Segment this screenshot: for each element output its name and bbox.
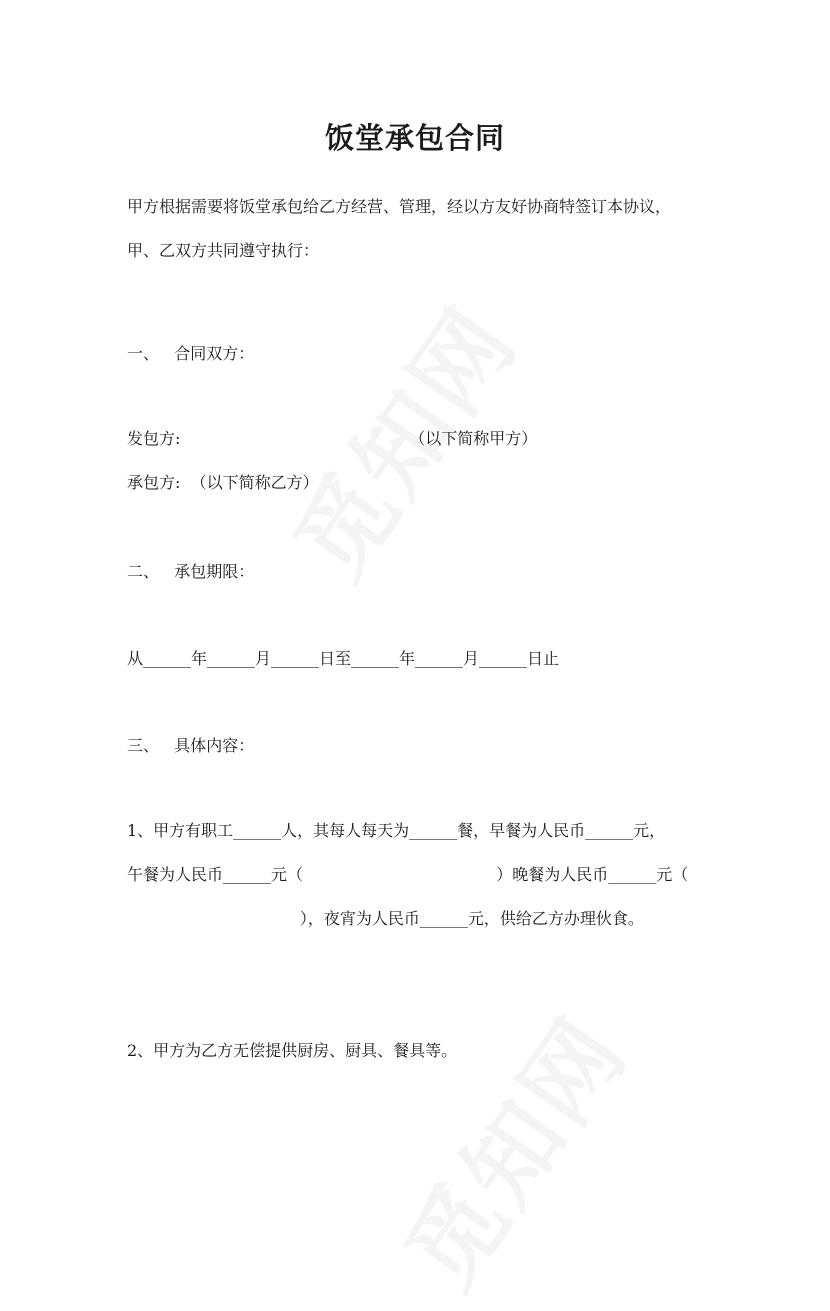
party-a-line: 发包方: （以下简称甲方）	[127, 429, 538, 448]
item-1-line-2: 午餐为人民币______元（ ）晚餐为人民币______元（	[127, 865, 689, 884]
intro-line-1: 甲方根据需要将饭堂承包给乙方经营、管理，经以方友好协商特签订本协议，	[127, 197, 672, 216]
watermark	[368, 986, 652, 1310]
section-3-heading: 三、 具体内容：	[127, 736, 255, 755]
party-b-line: 承包方: （以下简称乙方）	[127, 473, 319, 492]
term-line: 从______年______月______日至______年______月______日止	[127, 649, 560, 668]
item-1-line-3: ），夜宵为人民币______元，供给乙方办理伙食。	[127, 909, 644, 928]
intro-line-2: 甲、乙双方共同遵守执行：	[127, 241, 320, 260]
page-title: 饭堂承包合同	[324, 121, 505, 155]
item-2-line-1: 2、甲方为乙方无偿提供厨房、厨具、餐具等。	[127, 1041, 458, 1060]
section-2-heading: 二、 承包期限：	[127, 562, 255, 581]
item-1-line-1: 1、甲方有职工______人，其每人每天为______餐，早餐为人民币______元，	[127, 821, 666, 840]
section-1-heading: 一、 合同双方：	[127, 344, 255, 363]
